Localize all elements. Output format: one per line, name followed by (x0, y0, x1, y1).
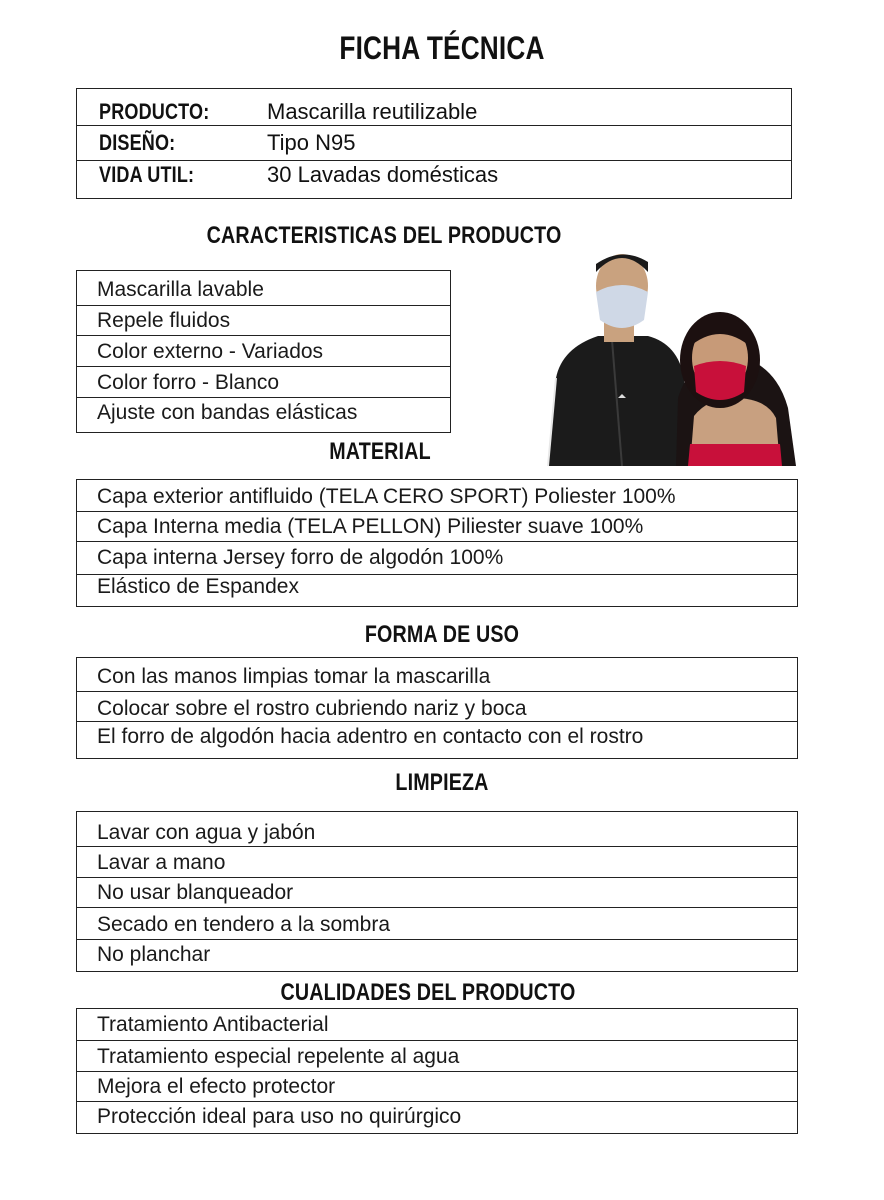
caracteristicas-heading: CARACTERISTICAS DEL PRODUCTO (206, 222, 562, 249)
product-photo (538, 248, 800, 466)
lifespan-label: VIDA UTIL: (99, 162, 195, 187)
list-item: No planchar (97, 943, 211, 966)
list-item: Tratamiento Antibacterial (77, 1009, 797, 1041)
list-item: Protección ideal para uso no quirúrgico (97, 1105, 462, 1128)
design-value: Tipo N95 (267, 130, 356, 155)
list-item: Capa interna Jersey forro de algodón 100% (77, 542, 797, 575)
list-item: Mejora el efecto protector (77, 1072, 797, 1102)
forma-de-uso-table (76, 657, 798, 759)
lifespan-value: 30 Lavadas domésticas (267, 162, 499, 187)
product-info-table (76, 88, 792, 199)
list-item: Lavar con agua y jabón (77, 812, 797, 847)
man-figure (548, 254, 688, 466)
design-row (77, 126, 791, 161)
material-heading: MATERIAL (329, 438, 431, 465)
product-row (77, 89, 791, 126)
list-item: Mascarilla lavable (77, 271, 450, 306)
product-value: Mascarilla reutilizable (267, 99, 478, 124)
list-item: Ajuste con bandas elásticas (97, 401, 358, 424)
list-item: Secado en tendero a la sombra (77, 908, 797, 940)
product-label: PRODUCTO: (99, 99, 210, 124)
design-label: DISEÑO: (99, 130, 176, 155)
material-table (76, 479, 798, 607)
cualidades-heading: CUALIDADES DEL PRODUCTO (280, 979, 576, 1006)
list-item: Lavar a mano (77, 847, 797, 878)
list-item: Repele fluidos (77, 306, 450, 336)
list-item: Colocar sobre el rostro cubriendo nariz y boca (77, 692, 797, 722)
list-item: Con las manos limpias tomar la mascarilla (77, 658, 797, 692)
list-item: Capa Interna media (TELA PELLON) Piliester suave 100% (77, 512, 797, 542)
list-item: Tratamiento especial repelente al agua (77, 1041, 797, 1072)
list-item: Capa exterior antifluido (TELA CERO SPORT) Poliester 100% (77, 480, 797, 512)
page-title: FICHA TÉCNICA (339, 30, 545, 66)
list-item: Color externo - Variados (77, 336, 450, 367)
list-item: No usar blanqueador (77, 878, 797, 908)
caracteristicas-table (76, 270, 451, 433)
limpieza-heading: LIMPIEZA (395, 769, 489, 796)
limpieza-table (76, 811, 798, 972)
list-item: Color forro - Blanco (77, 367, 450, 398)
cualidades-table (76, 1008, 798, 1134)
forma-de-uso-heading: FORMA DE USO (364, 621, 520, 648)
list-item: El forro de algodón hacia adentro en contacto con el rostro (97, 725, 644, 748)
list-item: Elástico de Espandex (97, 575, 299, 598)
lifespan-row (77, 161, 791, 198)
